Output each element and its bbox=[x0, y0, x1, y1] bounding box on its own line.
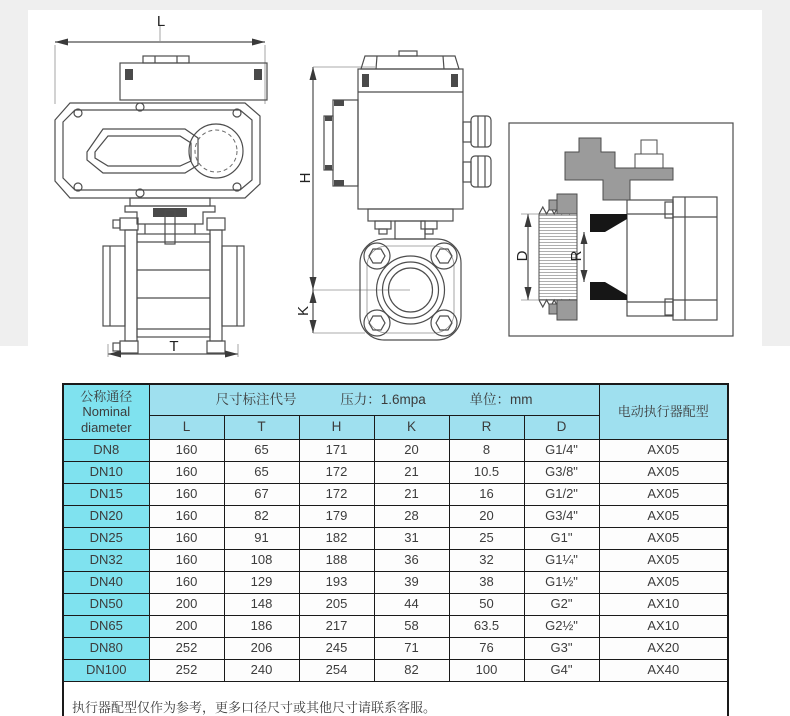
dim-H-cell: 171 bbox=[299, 440, 374, 462]
dim-L-cell: 252 bbox=[149, 638, 224, 660]
dim-R-cell: 100 bbox=[449, 660, 524, 682]
valve-seat-top bbox=[590, 214, 627, 232]
dim-R-cell: 10.5 bbox=[449, 462, 524, 484]
dim-K-cell: 39 bbox=[374, 572, 449, 594]
dim-L-cell: 200 bbox=[149, 616, 224, 638]
dim-T-cell: 65 bbox=[224, 440, 299, 462]
dn-cell: DN50 bbox=[63, 594, 149, 616]
table-row bbox=[63, 462, 728, 484]
actuator-cell: AX10 bbox=[599, 616, 728, 638]
dim-T-cell: 108 bbox=[224, 550, 299, 572]
dn-cell: DN10 bbox=[63, 462, 149, 484]
dn-cell: DN40 bbox=[63, 572, 149, 594]
page-margin-top bbox=[0, 0, 790, 10]
table-row bbox=[63, 572, 728, 594]
page-margin-left bbox=[0, 10, 28, 346]
dn-cell: DN100 bbox=[63, 660, 149, 682]
dim-L-cell: 160 bbox=[149, 550, 224, 572]
table-row bbox=[63, 506, 728, 528]
cable-gland-bottom bbox=[463, 156, 491, 187]
table-row bbox=[63, 440, 728, 462]
dim-label-K: K bbox=[294, 306, 312, 317]
dn-cell: DN15 bbox=[63, 484, 149, 506]
dim-D-cell: G1" bbox=[524, 528, 599, 550]
dim-K-cell: 28 bbox=[374, 506, 449, 528]
mounting-flange-section bbox=[565, 138, 673, 200]
dim-label-D: D bbox=[513, 250, 531, 262]
side-view-drawing bbox=[303, 12, 493, 372]
dimension-H bbox=[310, 67, 411, 290]
dim-H-cell: 205 bbox=[299, 594, 374, 616]
valve-end-view bbox=[360, 209, 461, 340]
dim-R-cell: 16 bbox=[449, 484, 524, 506]
dn-cell: DN20 bbox=[63, 506, 149, 528]
dim-T-cell: 67 bbox=[224, 484, 299, 506]
table-row bbox=[63, 484, 728, 506]
dim-R-cell: 25 bbox=[449, 528, 524, 550]
actuator-cell: AX10 bbox=[599, 594, 728, 616]
actuator-cell: AX05 bbox=[599, 462, 728, 484]
actuator-model-header: 电动执行器配型 bbox=[599, 384, 728, 440]
actuator-cell: AX20 bbox=[599, 638, 728, 660]
dim-H-cell: 172 bbox=[299, 484, 374, 506]
footnote-row bbox=[63, 682, 728, 716]
dim-K-cell: 82 bbox=[374, 660, 449, 682]
dim-label-R: R bbox=[567, 250, 585, 262]
dimension-code-header bbox=[149, 384, 599, 416]
dim-D-cell: G3/8" bbox=[524, 462, 599, 484]
dim-H-cell: 193 bbox=[299, 572, 374, 594]
dim-D-cell: G2½" bbox=[524, 616, 599, 638]
dim-T-cell: 186 bbox=[224, 616, 299, 638]
dn-cell: DN25 bbox=[63, 528, 149, 550]
dn-cell: DN32 bbox=[63, 550, 149, 572]
dim-R-cell: 50 bbox=[449, 594, 524, 616]
dim-L-cell: 160 bbox=[149, 462, 224, 484]
actuator-cell: AX05 bbox=[599, 550, 728, 572]
column-header-T: T bbox=[224, 416, 299, 440]
actuator-cell: AX40 bbox=[599, 660, 728, 682]
table-row bbox=[63, 638, 728, 660]
dim-D-cell: G4" bbox=[524, 660, 599, 682]
dim-T-cell: 82 bbox=[224, 506, 299, 528]
dim-K-cell: 21 bbox=[374, 484, 449, 506]
dim-K-cell: 36 bbox=[374, 550, 449, 572]
table-row bbox=[63, 616, 728, 638]
actuator-front bbox=[55, 56, 267, 198]
dim-L-cell: 160 bbox=[149, 506, 224, 528]
dim-K-cell: 21 bbox=[374, 462, 449, 484]
dim-D-cell: G1¼" bbox=[524, 550, 599, 572]
dim-R-cell: 20 bbox=[449, 506, 524, 528]
column-header-R: R bbox=[449, 416, 524, 440]
dim-L-cell: 200 bbox=[149, 594, 224, 616]
valve-seat-bottom bbox=[590, 282, 627, 300]
dim-T-cell: 65 bbox=[224, 462, 299, 484]
unit-label: 单位：mm bbox=[469, 391, 533, 407]
dim-L-cell: 160 bbox=[149, 572, 224, 594]
page-margin-right bbox=[762, 10, 790, 346]
dim-D-cell: G3" bbox=[524, 638, 599, 660]
section-view-drawing bbox=[505, 118, 740, 343]
actuator-cell: AX05 bbox=[599, 440, 728, 462]
actuator-cell: AX05 bbox=[599, 484, 728, 506]
table-header-row-1 bbox=[63, 384, 728, 416]
dim-D-cell: G3/4" bbox=[524, 506, 599, 528]
dim-H-cell: 179 bbox=[299, 506, 374, 528]
dim-T-cell: 240 bbox=[224, 660, 299, 682]
column-header-K: K bbox=[374, 416, 449, 440]
dim-D-cell: G1/2" bbox=[524, 484, 599, 506]
dn-cell: DN65 bbox=[63, 616, 149, 638]
column-header-H: H bbox=[299, 416, 374, 440]
actuator-cell: AX05 bbox=[599, 528, 728, 550]
pressure-label: 压力：1.6mpa bbox=[340, 391, 426, 407]
dim-code-title: 尺寸标注代号 bbox=[215, 391, 297, 407]
dim-label-T: T bbox=[169, 337, 179, 355]
dim-label-L: L bbox=[156, 12, 166, 30]
dim-H-cell: 172 bbox=[299, 462, 374, 484]
dim-R-cell: 38 bbox=[449, 572, 524, 594]
dim-K-cell: 58 bbox=[374, 616, 449, 638]
actuator-cell: AX05 bbox=[599, 506, 728, 528]
actuator-side bbox=[324, 51, 463, 209]
table-row bbox=[63, 550, 728, 572]
dim-T-cell: 91 bbox=[224, 528, 299, 550]
footnote: 执行器配型仅作为参考，更多口径尺寸或其他尺寸请联系客服。 bbox=[63, 682, 728, 716]
dim-H-cell: 245 bbox=[299, 638, 374, 660]
nominal-diameter-header: 公称通径 Nominal diameter bbox=[63, 384, 149, 440]
dim-H-cell: 217 bbox=[299, 616, 374, 638]
dim-R-cell: 76 bbox=[449, 638, 524, 660]
dim-K-cell: 44 bbox=[374, 594, 449, 616]
dn-cell: DN80 bbox=[63, 638, 149, 660]
front-view-drawing bbox=[35, 12, 285, 372]
table-row bbox=[63, 660, 728, 682]
actuator-cell: AX05 bbox=[599, 572, 728, 594]
column-header-D: D bbox=[524, 416, 599, 440]
dim-H-cell: 182 bbox=[299, 528, 374, 550]
dimension-L bbox=[55, 26, 265, 104]
dim-L-cell: 160 bbox=[149, 484, 224, 506]
cable-gland-top bbox=[463, 116, 491, 147]
dim-K-cell: 71 bbox=[374, 638, 449, 660]
dim-D-cell: G2" bbox=[524, 594, 599, 616]
dimension-table bbox=[62, 383, 729, 716]
dim-label-H: H bbox=[296, 172, 314, 184]
dim-L-cell: 252 bbox=[149, 660, 224, 682]
dn-cell: DN8 bbox=[63, 440, 149, 462]
dim-K-cell: 31 bbox=[374, 528, 449, 550]
dim-L-cell: 160 bbox=[149, 440, 224, 462]
ball-valve-front bbox=[103, 210, 244, 353]
table-row bbox=[63, 528, 728, 550]
dim-R-cell: 8 bbox=[449, 440, 524, 462]
dim-H-cell: 188 bbox=[299, 550, 374, 572]
dim-L-cell: 160 bbox=[149, 528, 224, 550]
table-row bbox=[63, 594, 728, 616]
dim-D-cell: G1½" bbox=[524, 572, 599, 594]
dim-T-cell: 129 bbox=[224, 572, 299, 594]
dim-H-cell: 254 bbox=[299, 660, 374, 682]
column-header-L: L bbox=[149, 416, 224, 440]
dimension-K bbox=[310, 290, 366, 333]
dim-R-cell: 63.5 bbox=[449, 616, 524, 638]
dim-D-cell: G1/4" bbox=[524, 440, 599, 462]
dim-R-cell: 32 bbox=[449, 550, 524, 572]
dim-T-cell: 148 bbox=[224, 594, 299, 616]
dim-T-cell: 206 bbox=[224, 638, 299, 660]
dim-K-cell: 20 bbox=[374, 440, 449, 462]
table-body bbox=[63, 440, 728, 682]
